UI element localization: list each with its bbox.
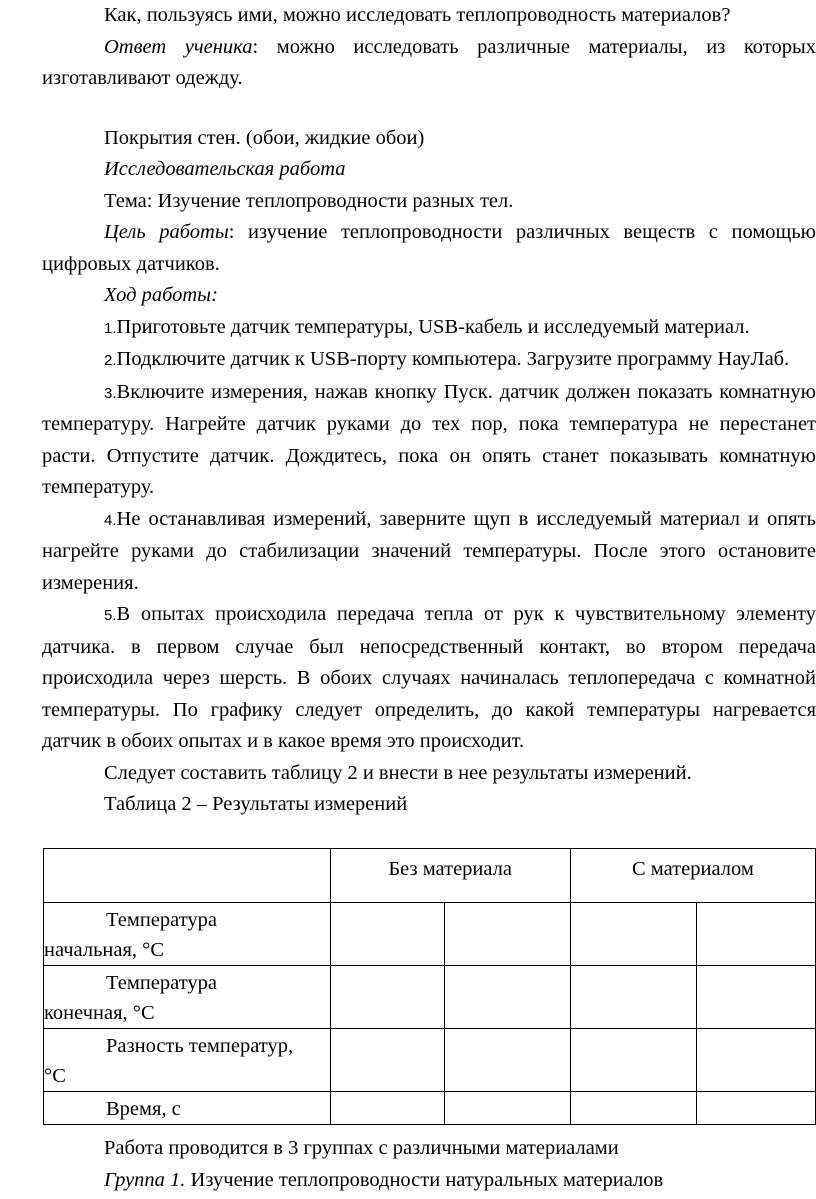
table-cell[interactable] <box>570 903 696 966</box>
goal-label: Цель работы <box>104 221 229 243</box>
table-cell[interactable] <box>570 1092 696 1125</box>
goal-paragraph <box>42 217 816 280</box>
wall-coverings-line: Покрытия стен. (обои, жидкие обои) <box>104 126 425 149</box>
step-number: 1. <box>104 319 117 337</box>
table-row <box>44 966 816 1029</box>
row-label: Температура начальная, °С <box>44 903 331 966</box>
header-with-material: С материалом <box>570 849 815 903</box>
step-text: Приготовьте датчик температуры, USB-кабель и исследуемый материал. <box>116 315 750 338</box>
header-empty-cell <box>44 849 331 903</box>
header-without-material: Без материала <box>330 849 570 903</box>
step-2 <box>42 344 816 377</box>
table-cell[interactable] <box>696 903 815 966</box>
row-label: Разность температур, °С <box>44 1029 331 1092</box>
step-4 <box>42 504 816 600</box>
table-row <box>44 1092 816 1125</box>
procedure-heading: Ход работы: <box>104 284 218 306</box>
step-5 <box>42 599 816 758</box>
answer-label: Ответ ученика <box>104 35 253 58</box>
step-number: 5. <box>104 607 117 624</box>
table-caption: Таблица 2 – Результаты измерений <box>104 793 408 815</box>
step-1 <box>42 312 816 345</box>
research-heading: Исследовательская работа <box>104 158 346 180</box>
group1-line <box>42 1165 816 1197</box>
table-cell[interactable] <box>570 966 696 1029</box>
table-cell[interactable] <box>330 903 444 966</box>
group1-text: Изучение теплопроводности натуральных материалов <box>185 1168 664 1191</box>
answer-text: : можно исследовать различные материалы, из которых изготавливают одежду. <box>42 35 816 89</box>
step-number: 3. <box>104 384 117 402</box>
step-text: Не останавливая измерений, заверните щуп в исследуемый материал и опять нагрейте руками до стабилизации значений температуры. После этого остановите измерения. <box>42 507 816 594</box>
table-cell[interactable] <box>696 1029 815 1092</box>
after-table-text <box>42 1133 816 1196</box>
step-number: 4. <box>104 511 117 529</box>
document-body <box>42 0 816 821</box>
table-cell[interactable] <box>444 1092 570 1125</box>
row-label: Время, с <box>44 1092 331 1125</box>
groups-line: Работа проводится в 3 группах с различными материалами <box>104 1137 619 1159</box>
table-cell[interactable] <box>444 903 570 966</box>
table-cell[interactable] <box>330 1092 444 1125</box>
question-paragraph: Как, пользуясь ими, можно исследовать теплопроводность материалов? <box>104 4 731 26</box>
table-cell[interactable] <box>444 966 570 1029</box>
topic-line: Тема: Изучение теплопроводности разных тел. <box>104 189 514 212</box>
table-cell[interactable] <box>696 1092 815 1125</box>
step-text: Включите измерения, нажав кнопку Пуск. датчик должен показать комнатную температуру. Нагрейте датчик руками до тех пор, пока температура не перестанет расти. Отпустите датчик. Дождитесь, пока он опять станет показывать комнатную температуру. <box>42 380 816 498</box>
goal-text: : изучение теплопроводности различных веществ с помощью цифровых датчиков. <box>42 221 816 275</box>
table-intro: Следует составить таблицу 2 и внести в нее результаты измерений. <box>104 761 692 784</box>
table-cell[interactable] <box>330 966 444 1029</box>
step-number: 2. <box>104 352 117 369</box>
group1-label: Группа 1. <box>104 1168 186 1191</box>
step-text: Подключите датчик к USB-порту компьютера. Загрузите программу НауЛаб. <box>116 348 790 370</box>
table-row <box>44 903 816 966</box>
step-text: В опытах происходила передача тепла от рук к чувствительному элементу датчика. в первом случае был непосредственный контакт, во втором передача происходила через шерсть. В обоих случаях начиналась теплопередача с комнатной температуры. По графику следует определить, до какой температуры нагревается датчик в обоих опытах и в какое время это происходит. <box>42 603 816 752</box>
step-3 <box>42 377 816 504</box>
table-cell[interactable] <box>444 1029 570 1092</box>
table-row <box>44 1029 816 1092</box>
table-cell[interactable] <box>570 1029 696 1092</box>
row-label: Температура конечная, °С <box>44 966 331 1029</box>
table-header-row <box>44 849 816 903</box>
results-table <box>43 848 816 1125</box>
table-cell[interactable] <box>696 966 815 1029</box>
table-cell[interactable] <box>330 1029 444 1092</box>
answer-paragraph <box>42 32 816 95</box>
